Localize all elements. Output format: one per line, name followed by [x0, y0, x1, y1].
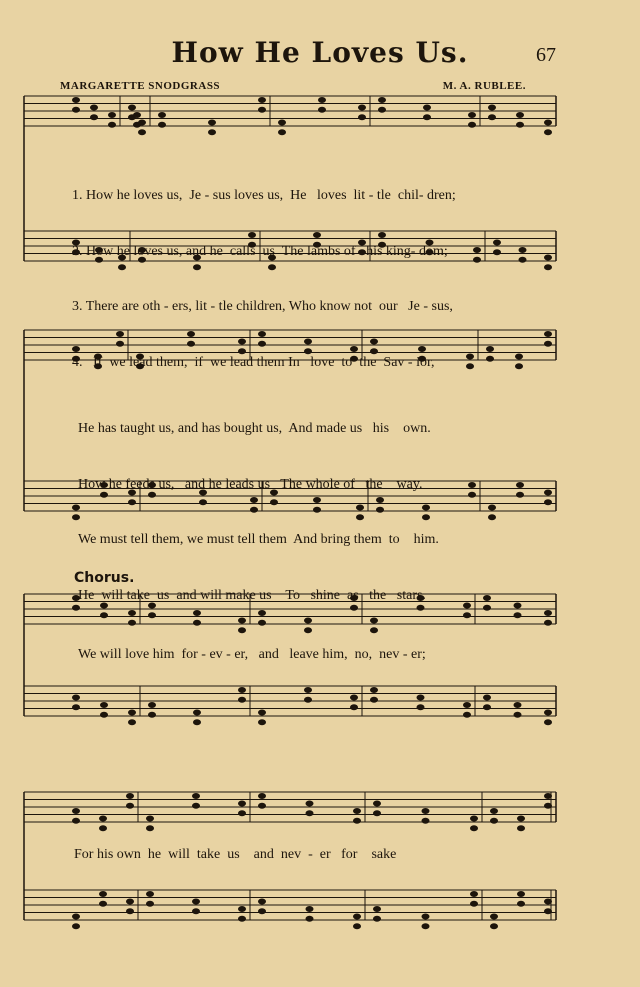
note-head	[486, 346, 494, 352]
note-head	[99, 901, 107, 907]
note-head	[423, 114, 431, 120]
note-head	[514, 612, 522, 618]
note-head	[353, 914, 361, 920]
note-head	[100, 712, 108, 718]
note-head	[463, 712, 471, 718]
note-head	[193, 710, 201, 716]
note-head	[133, 112, 141, 118]
note-head	[72, 923, 80, 929]
note-head	[544, 610, 552, 616]
note-head	[483, 704, 491, 710]
note-head	[358, 114, 366, 120]
chorus-label: Chorus.	[74, 570, 135, 586]
note-head	[470, 816, 478, 822]
note-head	[192, 803, 200, 809]
note-head	[192, 793, 200, 799]
note-head	[306, 801, 314, 807]
note-head	[258, 97, 266, 103]
note-head	[72, 97, 80, 103]
note-head	[468, 112, 476, 118]
note-head	[417, 704, 425, 710]
note-head	[138, 129, 146, 135]
note-head	[519, 247, 527, 253]
note-head	[126, 793, 134, 799]
composer-credit: M. A. RUBLEE.	[442, 80, 526, 92]
note-head	[490, 914, 498, 920]
note-head	[470, 825, 478, 831]
note-head	[100, 702, 108, 708]
note-head	[422, 818, 430, 824]
note-head	[516, 482, 524, 488]
note-head	[99, 891, 107, 897]
note-head	[488, 114, 496, 120]
note-head	[90, 114, 98, 120]
note-head	[108, 122, 116, 128]
note-head	[72, 107, 80, 113]
verse-line: 1. How he loves us, Je - sus loves us, He loves lit - tle chil- dren;	[72, 188, 456, 203]
note-head	[318, 97, 326, 103]
note-head	[544, 264, 552, 270]
note-head	[490, 808, 498, 814]
note-head	[138, 120, 146, 126]
note-head	[517, 891, 525, 897]
note-head	[378, 97, 386, 103]
note-head	[422, 808, 430, 814]
note-head	[192, 908, 200, 914]
note-head	[422, 923, 430, 929]
note-head	[473, 247, 481, 253]
note-head	[146, 891, 154, 897]
note-head	[353, 818, 361, 824]
note-head	[128, 719, 136, 725]
note-head	[515, 354, 523, 360]
note-head	[238, 916, 246, 922]
note-head	[417, 695, 425, 701]
note-head	[72, 914, 80, 920]
note-head	[463, 612, 471, 618]
note-head	[278, 120, 286, 126]
note-head	[516, 112, 524, 118]
note-head	[304, 687, 312, 693]
note-head	[306, 906, 314, 912]
note-head	[515, 363, 523, 369]
verse-block-1	[72, 150, 456, 409]
chorus-lyric-1: We will love him for - ev - er, and leave him, no, nev - er;	[78, 647, 426, 662]
note-head	[483, 695, 491, 701]
note-head	[158, 112, 166, 118]
note-head	[304, 697, 312, 703]
note-head	[353, 808, 361, 814]
lyricist-credit: MARGARETTE SNODGRASS	[60, 80, 221, 92]
note-head	[519, 257, 527, 263]
verse-line: 2. How he loves us, and he calls us The lambs of his king- dom;	[72, 243, 448, 259]
note-head	[544, 719, 552, 725]
note-head	[544, 710, 552, 716]
note-head	[544, 129, 552, 135]
note-head	[370, 697, 378, 703]
note-head	[148, 712, 156, 718]
note-head	[258, 710, 266, 716]
note-head	[350, 695, 358, 701]
note-head	[99, 816, 107, 822]
note-head	[544, 255, 552, 261]
note-head	[258, 719, 266, 725]
note-head	[258, 803, 266, 809]
note-head	[544, 331, 552, 337]
note-head	[378, 107, 386, 113]
note-head	[238, 801, 246, 807]
note-head	[72, 704, 80, 710]
note-head	[373, 801, 381, 807]
note-head	[490, 923, 498, 929]
note-head	[544, 490, 552, 496]
note-head	[108, 112, 116, 118]
note-head	[99, 825, 107, 831]
verse-line: He will take us and will make us To shine as the stars.	[78, 587, 426, 603]
note-head	[278, 129, 286, 135]
note-head	[373, 906, 381, 912]
chorus-lyric-2: For his own he will take us and nev - er for sake	[74, 847, 397, 862]
note-head	[423, 105, 431, 111]
note-head	[470, 901, 478, 907]
note-head	[258, 908, 266, 914]
note-head	[517, 816, 525, 822]
verse-line: How he feeds us, and he leads us The whole of the way.	[78, 476, 423, 492]
note-head	[148, 702, 156, 708]
note-head	[470, 891, 478, 897]
note-head	[238, 810, 246, 816]
note-head	[544, 793, 552, 799]
note-head	[544, 908, 552, 914]
note-head	[468, 482, 476, 488]
note-head	[488, 505, 496, 511]
note-head	[358, 105, 366, 111]
note-head	[126, 899, 134, 905]
note-head	[72, 818, 80, 824]
note-head	[514, 712, 522, 718]
note-head	[126, 908, 134, 914]
note-head	[258, 793, 266, 799]
note-head	[422, 914, 430, 920]
note-head	[544, 499, 552, 505]
note-head	[350, 704, 358, 710]
note-head	[72, 695, 80, 701]
page-number: 67	[536, 44, 556, 66]
note-head	[514, 603, 522, 609]
note-head	[544, 899, 552, 905]
note-head	[493, 249, 501, 255]
note-head	[544, 120, 552, 126]
note-head	[488, 105, 496, 111]
note-head	[373, 916, 381, 922]
note-head	[516, 492, 524, 498]
note-head	[516, 122, 524, 128]
note-head	[544, 620, 552, 626]
note-head	[466, 363, 474, 369]
verse-line: We must tell them, we must tell them And bring them to him.	[78, 532, 439, 547]
note-head	[238, 906, 246, 912]
note-head	[473, 257, 481, 263]
verse-line: 4. If we lead them, if we lead them In love to the Sav - ior,	[72, 354, 435, 370]
note-head	[517, 901, 525, 907]
note-head	[517, 825, 525, 831]
note-head	[128, 710, 136, 716]
note-head	[373, 810, 381, 816]
note-head	[258, 899, 266, 905]
note-head	[544, 341, 552, 347]
note-head	[238, 697, 246, 703]
note-head	[238, 687, 246, 693]
note-head	[208, 129, 216, 135]
note-head	[493, 240, 501, 246]
note-head	[483, 595, 491, 601]
note-head	[146, 816, 154, 822]
note-head	[370, 687, 378, 693]
note-head	[318, 107, 326, 113]
note-head	[306, 810, 314, 816]
note-head	[306, 916, 314, 922]
note-head	[158, 122, 166, 128]
note-head	[208, 120, 216, 126]
note-head	[483, 605, 491, 611]
note-head	[192, 899, 200, 905]
note-head	[468, 122, 476, 128]
note-head	[514, 702, 522, 708]
note-head	[72, 808, 80, 814]
note-head	[463, 603, 471, 609]
verse-line: He has taught us, and has bought us, And made us his own.	[78, 421, 431, 436]
verse-block-2	[78, 383, 439, 642]
note-head	[544, 803, 552, 809]
note-head	[258, 107, 266, 113]
note-head	[126, 803, 134, 809]
note-head	[146, 825, 154, 831]
note-head	[463, 702, 471, 708]
verse-line: 3. There are oth - ers, lit - tle children, Who know not our Je - sus,	[72, 299, 453, 314]
note-head	[146, 901, 154, 907]
note-head	[488, 514, 496, 520]
note-head	[128, 105, 136, 111]
note-head	[353, 923, 361, 929]
note-head	[490, 818, 498, 824]
note-head	[486, 356, 494, 362]
note-head	[466, 354, 474, 360]
note-head	[193, 719, 201, 725]
note-head	[468, 492, 476, 498]
hymn-title: How He Loves Us.	[171, 36, 469, 69]
note-head	[90, 105, 98, 111]
